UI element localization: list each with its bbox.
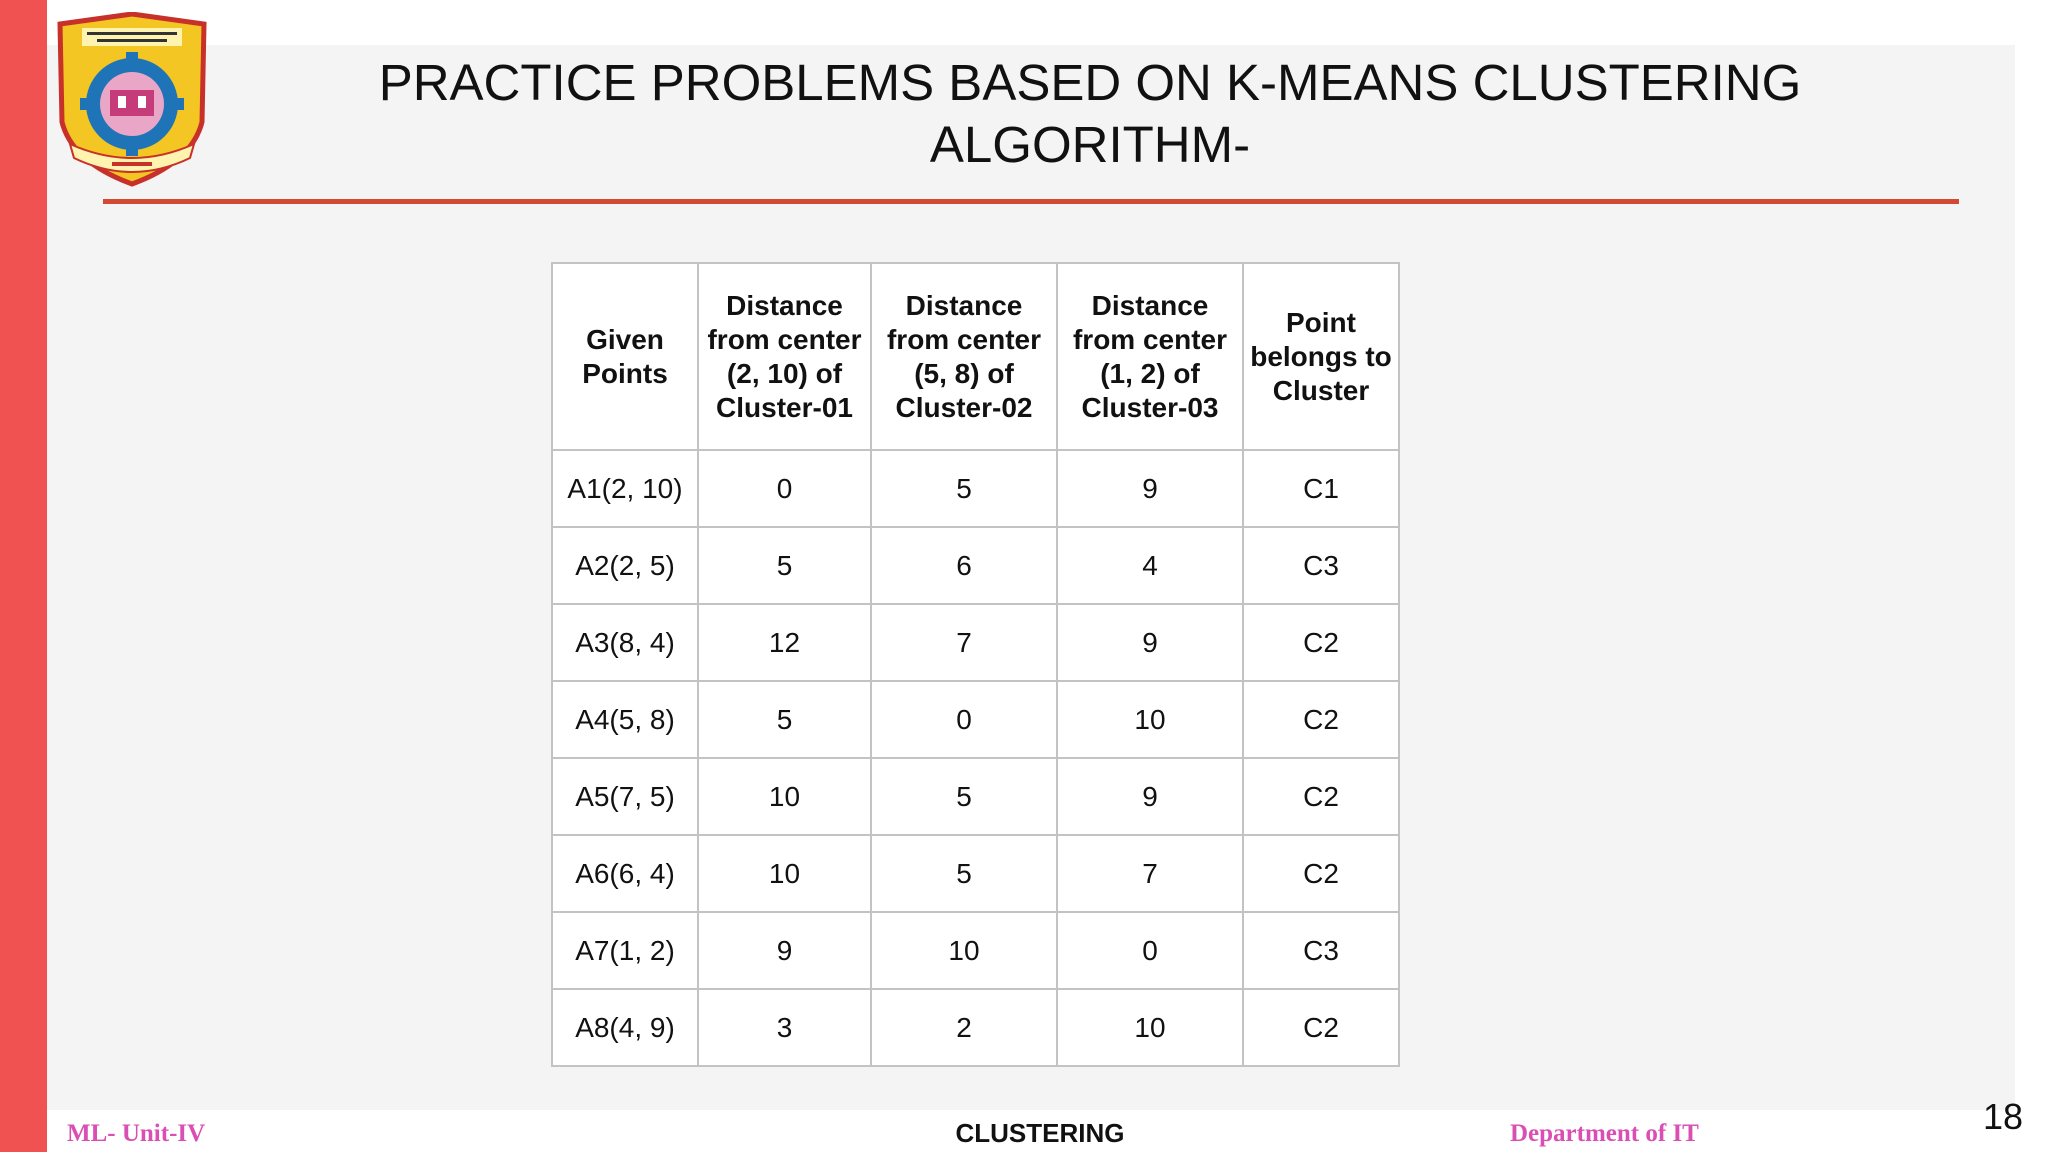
distance-c3-cell: 9 xyxy=(1057,450,1243,527)
distance-table xyxy=(551,262,1400,1067)
title-divider xyxy=(103,199,1959,204)
cluster-cell: C3 xyxy=(1243,527,1399,604)
cluster-cell: C2 xyxy=(1243,989,1399,1066)
cluster-cell: C2 xyxy=(1243,681,1399,758)
header-distance-cluster-01: Distance from center (2, 10) of Cluster-01 xyxy=(698,263,871,450)
distance-c2-cell: 5 xyxy=(871,758,1057,835)
distance-c3-cell: 4 xyxy=(1057,527,1243,604)
cluster-cell: C3 xyxy=(1243,912,1399,989)
distance-c3-cell: 7 xyxy=(1057,835,1243,912)
distance-c1-cell: 12 xyxy=(698,604,871,681)
distance-c1-cell: 10 xyxy=(698,758,871,835)
point-cell: A1(2, 10) xyxy=(552,450,698,527)
distance-c2-cell: 0 xyxy=(871,681,1057,758)
cluster-cell: C2 xyxy=(1243,835,1399,912)
distance-c1-cell: 3 xyxy=(698,989,871,1066)
table-row xyxy=(552,681,1399,758)
table-row xyxy=(552,450,1399,527)
cluster-cell: C2 xyxy=(1243,758,1399,835)
table-row xyxy=(552,989,1399,1066)
point-cell: A4(5, 8) xyxy=(552,681,698,758)
distance-c2-cell: 10 xyxy=(871,912,1057,989)
distance-c1-cell: 9 xyxy=(698,912,871,989)
distance-c1-cell: 0 xyxy=(698,450,871,527)
point-cell: A8(4, 9) xyxy=(552,989,698,1066)
distance-c1-cell: 5 xyxy=(698,681,871,758)
table-header-row xyxy=(552,263,1399,450)
point-cell: A6(6, 4) xyxy=(552,835,698,912)
header-distance-cluster-03: Distance from center (1, 2) of Cluster-03 xyxy=(1057,263,1243,450)
page-number: 18 xyxy=(1983,1096,2024,1137)
header-distance-cluster-02: Distance from center (5, 8) of Cluster-02 xyxy=(871,263,1057,450)
distance-c2-cell: 7 xyxy=(871,604,1057,681)
distance-c1-cell: 5 xyxy=(698,527,871,604)
distance-c3-cell: 0 xyxy=(1057,912,1243,989)
point-cell: A2(2, 5) xyxy=(552,527,698,604)
college-emblem-icon xyxy=(52,12,212,190)
point-cell: A3(8, 4) xyxy=(552,604,698,681)
distance-c2-cell: 5 xyxy=(871,450,1057,527)
point-cell: A7(1, 2) xyxy=(552,912,698,989)
slide-title: PRACTICE PROBLEMS BASED ON K-MEANS CLUSTERING ALGORITHM- xyxy=(378,54,1802,173)
distance-c1-cell: 10 xyxy=(698,835,871,912)
point-cell: A5(7, 5) xyxy=(552,758,698,835)
table-row xyxy=(552,527,1399,604)
footer-unit-label: ML- Unit-IV xyxy=(67,1120,206,1147)
distance-c3-cell: 10 xyxy=(1057,681,1243,758)
footer-department-label: Department of IT xyxy=(1510,1120,1699,1147)
header-given-points: Given Points xyxy=(552,263,698,450)
distance-c2-cell: 6 xyxy=(871,527,1057,604)
footer-topic-label: CLUSTERING xyxy=(955,1118,1125,1148)
left-accent-bar xyxy=(0,0,47,1152)
distance-c3-cell: 9 xyxy=(1057,758,1243,835)
distance-c3-cell: 10 xyxy=(1057,989,1243,1066)
table-row xyxy=(552,912,1399,989)
cluster-cell: C1 xyxy=(1243,450,1399,527)
cluster-cell: C2 xyxy=(1243,604,1399,681)
table-row xyxy=(552,758,1399,835)
distance-c3-cell: 9 xyxy=(1057,604,1243,681)
table-row xyxy=(552,604,1399,681)
header-cluster-assignment: Point belongs to Cluster xyxy=(1243,263,1399,450)
distance-c2-cell: 5 xyxy=(871,835,1057,912)
distance-c2-cell: 2 xyxy=(871,989,1057,1066)
table-row xyxy=(552,835,1399,912)
